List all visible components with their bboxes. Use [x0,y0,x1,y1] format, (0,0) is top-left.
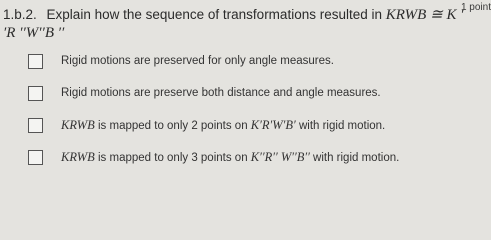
question-line-2 [3,24,489,42]
option-2[interactable] [0,86,491,118]
option-1-label: Rigid motions are preserved for only angle measures. [61,55,334,67]
option-2-checkbox[interactable] [28,86,43,101]
question-line-1 [3,6,489,24]
option-4[interactable] [0,150,491,182]
question-number: 1.b.2. [3,7,37,22]
option-3-math-1: KRWB [61,118,95,132]
points-label: 1 point [460,2,491,13]
option-3-label-2: with rigid motion. [295,120,386,132]
math-lhs: KRWB [385,7,427,23]
question-block [3,6,489,42]
option-2-text[interactable] [61,86,381,101]
option-3-math-2: K′R′W′B′ [250,118,296,132]
option-4-checkbox[interactable] [28,150,43,165]
question-prompt: Explain how the sequence of transformations resulted in [46,7,382,22]
math-rhs-start: K ′ [446,7,464,23]
option-3-checkbox[interactable] [28,118,43,133]
option-3-text[interactable] [61,118,385,134]
option-1-text[interactable] [61,54,334,69]
option-1-checkbox[interactable] [28,54,43,69]
math-congruent-symbol: ≅ [430,7,443,23]
option-1[interactable] [0,54,491,86]
option-3[interactable] [0,118,491,150]
option-4-math-2: K′′R′′ W′′B′′ [250,150,310,164]
option-4-text[interactable] [61,150,399,166]
option-4-math-1: KRWB [61,150,95,164]
answer-options [0,54,491,182]
option-3-label-1: is mapped to only 2 points on [94,120,251,132]
option-4-label-2: with rigid motion. [309,152,400,164]
math-continuation: ′R ′′W′′B ′′ [3,25,65,41]
option-2-label: Rigid motions are preserve both distance and angle measures. [61,87,381,99]
option-4-label-1: is mapped to only 3 points on [94,152,251,164]
